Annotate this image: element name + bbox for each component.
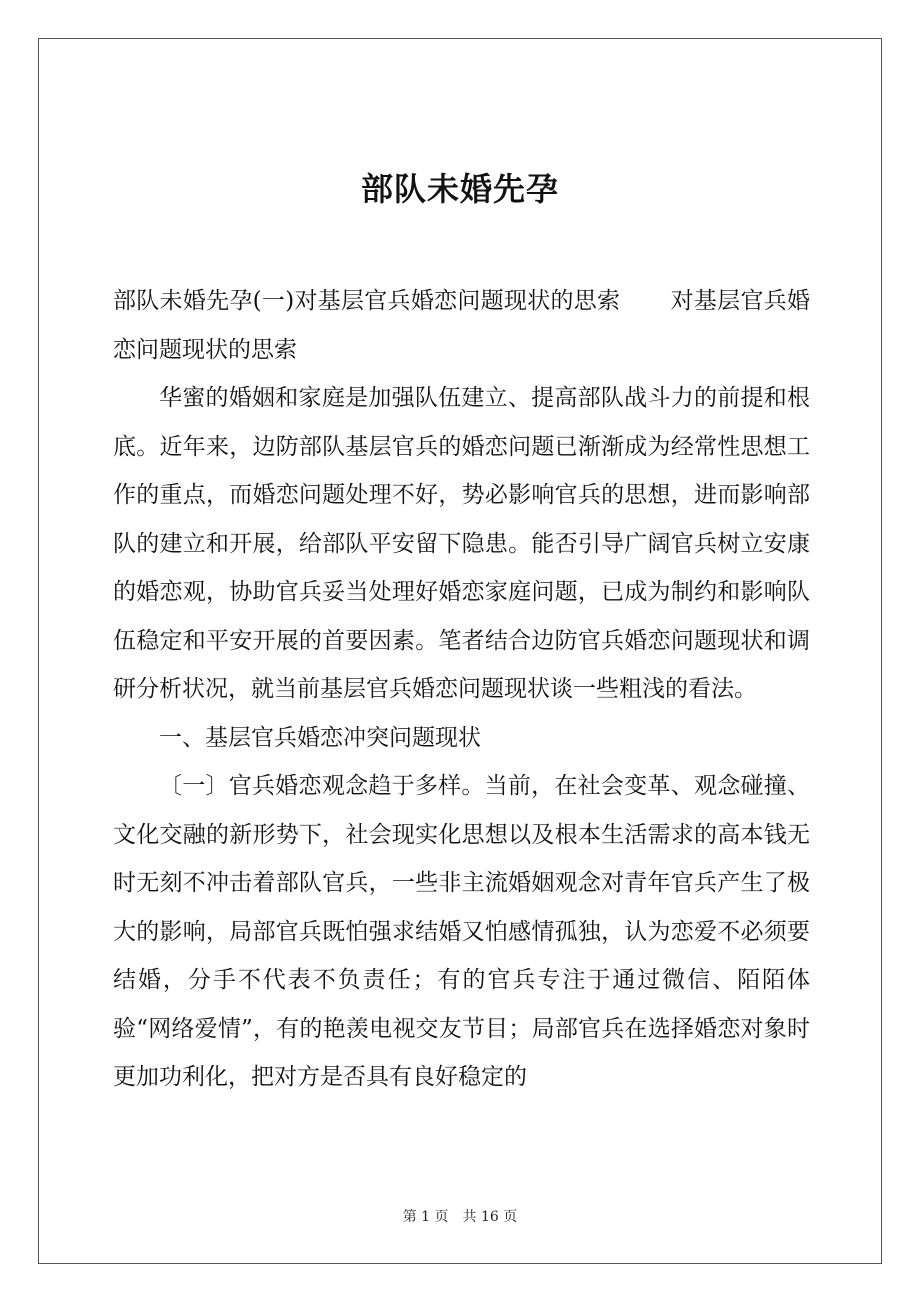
lead-paragraph xyxy=(113,277,810,374)
page-number: 第 1 页 xyxy=(402,1209,449,1225)
document-title: 部队未婚先孕 xyxy=(360,170,559,209)
body-paragraph-1: 华蜜的婚姻和家庭是加强队伍建立、提高部队战斗力的前提和根底。近年来，边防部队基层官兵的婚恋问题已渐渐成为经常性思想工作的重点，而婚恋问题处理不好，势必影响官兵的思想，进而影响部队的建立和开展，给部队平安留下隐患。能否引导广阔官兵树立安康的婚恋观，协助官兵妥当处理好婚恋家庭问题，已成为制约和影响队伍稳定和平安开展的首要因素。笔者结合边防官兵婚恋问题现状和调研分析状况，就当前基层官兵婚恋问题现状谈一些粗浅的看法。 xyxy=(113,385,810,702)
body-paragraph-2: 〔一〕官兵婚恋观念趋于多样。当前，在社会变革、观念碰撞、文化交融的新形势下，社会现实化思想以及根本生活需求的高本钱无时无刻不冲击着部队官兵，一些非主流婚姻观念对青年官兵产生了极大的影响，局部官兵既怕强求结婚又怕感情孤独，认为恋爱不必须要结婚，分手不代表不负责任；有的官兵专注于通过微信、陌陌体验“网络爱情”，有的艳羡电视交友节目；局部官兵在选择婚恋对象时更加功利化，把对方是否具有良好稳定的 xyxy=(113,773,810,1090)
page-footer xyxy=(0,1207,920,1227)
lead-title-part-1: 部队未婚先孕(一)对基层官兵婚恋问题现状的思索 xyxy=(113,288,621,314)
section-heading: 一、基层官兵婚恋冲突问题现状 xyxy=(159,724,481,751)
lead-title-part-2: 对基层官兵婚恋问题现状的思索 xyxy=(113,288,810,363)
document-body xyxy=(113,277,810,1102)
page-total: 共 16 页 xyxy=(462,1209,518,1225)
